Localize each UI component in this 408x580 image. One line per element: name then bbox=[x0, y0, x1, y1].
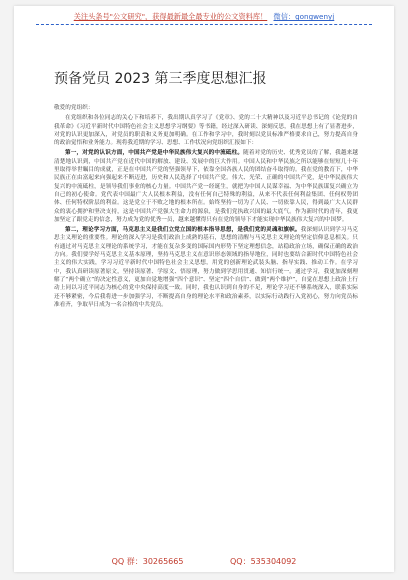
section-2-heading: 第二，理论学习方面，马克思主义是我们立党立国的根本指导思想，是我们党的灵魂和旗帜。 bbox=[65, 227, 301, 234]
header-banner bbox=[14, 12, 394, 22]
section-1-text: 随着对党的历史、优秀党员的了解，我越来越清楚地认识到，中国共产党在近代中国的解放、建设、发展中的巨大作用。中国人民和中华民族之所以能够在短短几十年里取得举世瞩目的成就，正是在中国共产党的坚强领导下，依靠全国各族人民的团结奋斗取得的。我在党的教育下，中华民族正在由富起来向强起来不断迈进，历史和人民选择了中国共产党。伟大、光荣、正确的中国共产党，是中华民族伟大复兴的中流砥柱，是领导我们事业的核心力量。中国共产党一经诞生，就把为中国人民谋幸福、为中华民族谋复兴确立为自己的初心使命。党代表中国最广大人民根本利益，没有任何自己特殊的利益，从来不代表任何利益集团、任何权势团体、任何特权阶层的利益。这是党立于不败之地的根本所在。始终坚持一切为了人民、一切依靠人民，得到最广大人民群众的衷心拥护和坚决支持，这是中国共产党强大生命力的源泉，是我们党执政兴国的最大底气。作为新时代的青年，我更加坚定了跟党走的信念，努力成为党的优秀一员，越来越懂得只有在党的领导下才能实现中华民族伟大复兴的中国梦。 bbox=[54, 150, 358, 223]
footer-qq-group: QQ 群：30265665 bbox=[111, 557, 184, 566]
section-1-heading: 第一，对党的认识方面，中国共产党是中华民族伟大复兴的中流砥柱。 bbox=[65, 150, 244, 157]
section-2-text: 我深刻认识到学习马克思主义理论的重要性。理论的深入学习是我们政治上成熟的基石，思想的清醒与马克思主义理论的坚定信仰息息相关。只有通过对马克思主义理论的系统学习，才能在复杂多变的国际国内形势下坚定理想信念，站稳政治立场，确保正确的政治方向。我们要学好马克思主义基本原理，坚持马克思主义在意识形态领域的指导地位，同时也要结合新时代中国特色社会主义的伟大实践，学习习近平新时代中国特色社会主义思想，用党的创新理论武装头脑、指导实践、推动工作。在学习中，我认真研读原著原文，坚持读原著、学原文、悟原理，努力做到学思用贯通、知信行统一。通过学习，我更加深刻理解了“两个确立”的决定性意义，更加自觉地增强“四个意识”、坚定“四个自信”、做到“两个维护”，自觉在思想上政治上行动上同以习近平同志为核心的党中央保持高度一致。同时，我也认识到自身的不足，理论学习还不够系统深入，联系实际还不够紧密，今后我将进一步加强学习，不断提高自身的理论水平和政治素养，以实际行动践行入党初心，努力向党员标准看齐，争取早日成为一名合格的中共党员。 bbox=[54, 227, 358, 308]
salutation: 敬爱的党组织： bbox=[54, 105, 94, 111]
document-title: 预备党员 2023 第三季度思想汇报 bbox=[54, 71, 267, 87]
section-1-paragraph bbox=[54, 149, 358, 224]
header-divider bbox=[36, 24, 372, 25]
footer-qq: QQ：535304092 bbox=[230, 557, 297, 566]
header-announcement[interactable]: 关注头条号"公文研究"，获得最新最全最专业的公文资料库！ bbox=[73, 12, 268, 21]
document-body bbox=[54, 104, 358, 311]
header-contact[interactable]: 微信：gongwenyj bbox=[273, 12, 335, 21]
document-page bbox=[14, 6, 394, 572]
footer-banner bbox=[14, 556, 394, 567]
section-2-paragraph bbox=[54, 226, 358, 309]
intro-paragraph: 在党组织和各位同志的关心下和培养下，我出期认真学习了《党章》、党的二十大精神以及习近平总书记的《论党的自我革命》《习近平新时代中国特色社会主义思想学习纲要》等书籍，经过深入研读、深刻反思，我在思想上有了显著进步，对党的认识更加深入，对党员的职责和义务更加明确。在工作和学习中，我时刻以党员标准严格要求自己，努力提高自身的政治觉悟和业务能力。现将我近期的学习、思想、工作状况向党组织汇报如下： bbox=[54, 115, 358, 147]
